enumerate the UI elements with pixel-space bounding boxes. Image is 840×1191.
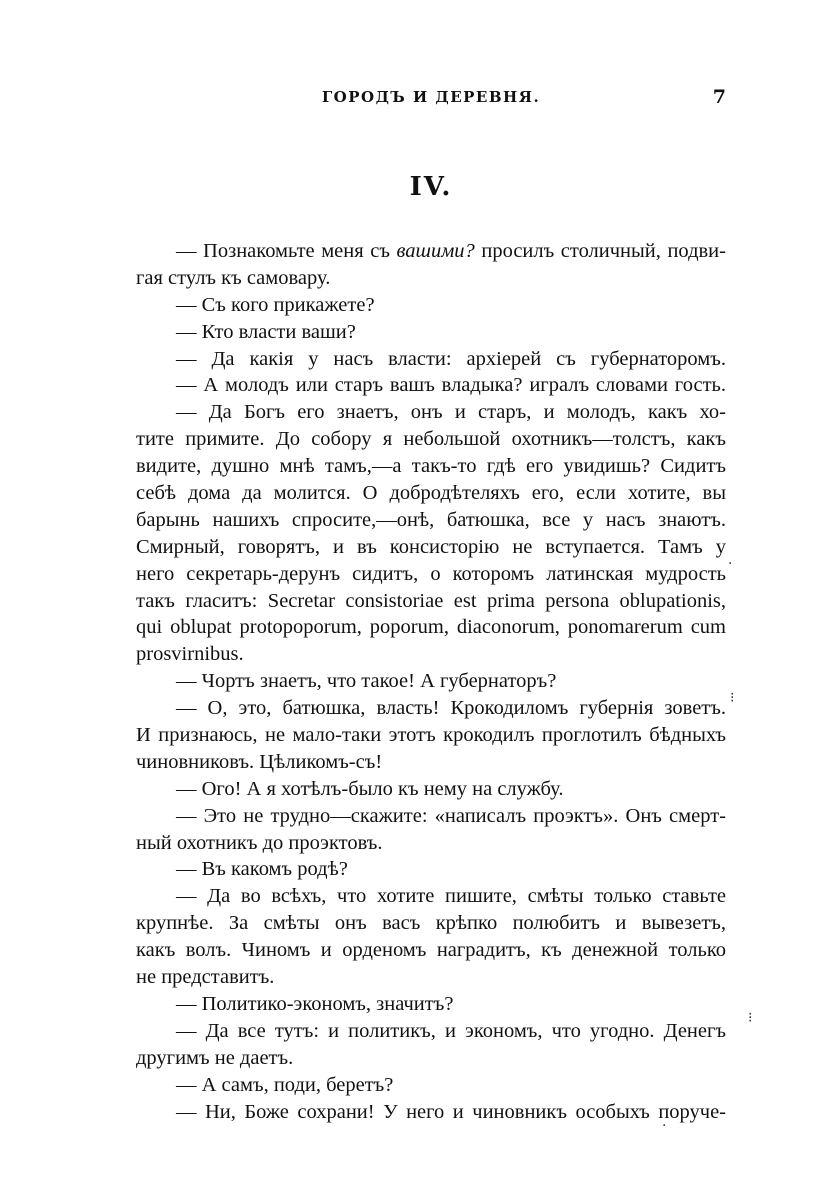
line-text: — Познакомьте меня съ [176,240,397,262]
line-text: себѣ дома да молится. О добродѣтеляхъ его, если хотите, вы [136,482,726,505]
line-text: не представитъ. [136,966,275,989]
text-line [136,1099,726,1126]
line-text: какъ волъ. Чиномъ и орденомъ наградитъ, къ денежной только [136,939,726,962]
line-text: — Ни, Боже сохрани! У него и чиновникъ особыхъ поруче- [176,1100,726,1123]
text-line [136,292,726,319]
text-line [136,641,726,668]
margin-mark: · [662,1118,667,1134]
text-line [136,561,726,588]
line-text: qui oblupat protopoporum, poporum, diaconorum, ponomarerum cum [136,616,726,639]
line-text-italic: вашими? [396,240,475,262]
line-text: — Да все тутъ: и политикъ, и экономъ, что угодно. Денегъ [176,1019,726,1042]
text-line [136,695,726,722]
text-line [136,399,726,426]
text-line [136,238,726,265]
page-number: 7 [712,86,726,108]
text-line [136,830,726,857]
text-line [136,588,726,615]
line-text: — А самъ, поди, беретъ? [176,1073,394,1096]
line-text: — Ого! А я хотѣлъ-было къ нему на службу. [176,777,564,800]
line-text: такъ гласитъ: Secretar consistoriae est prima persona oblupationis, [136,589,726,612]
line-text: просилъ столичный, подви- [474,240,726,262]
line-text: — Чортъ знаетъ, что такое! А губернаторъ? [176,670,557,693]
line-text: — Въ какомъ родѣ? [176,858,348,881]
line-text: — Да какія у насъ власти: архіерей съ губернаторомъ. [176,347,726,370]
line-text: Смирный, говорятъ, и въ консисторію не вступается. Тамъ у [136,535,726,558]
running-header [136,86,726,110]
line-text: ный охотникъ до проэктовъ. [136,831,383,854]
text-line [136,346,726,373]
text-line [136,668,726,695]
line-text: чиновниковъ. Цѣликомъ-съ! [136,750,383,773]
text-line [136,534,726,561]
margin-mark: ⁝ [730,690,735,706]
chapter-number: IV. [409,172,453,202]
running-title: ГОРОДЪ И ДЕРЕВНЯ. [321,88,541,106]
text-line [136,964,726,991]
text-line [136,776,726,803]
line-text: — А молодъ или старъ вашъ владыка? игралъ словами гость. [176,374,726,397]
line-text: И признаюсь, не мало-таки этотъ крокодилъ проглотилъ бѣдныхъ [136,724,726,747]
line-text: барынь нашихъ спросите,—онѣ, батюшка, все у насъ знаютъ. [136,508,726,531]
line-text: prosvirnibus. [136,643,244,666]
text-line [136,507,726,534]
text-line [136,426,726,453]
line-text: — Это не трудно—скажите: «написалъ проэктъ». Онъ смерт- [176,804,726,827]
text-line [136,722,726,749]
text-line [136,1045,726,1072]
text-line [136,991,726,1018]
line-text: — Кто власти ваши? [176,320,356,343]
text-line [136,372,726,399]
text-line [136,1072,726,1099]
line-text: — О, это, батюшка, власть! Крокодиломъ губернія зоветъ. [176,697,726,720]
text-line [136,319,726,346]
line-text: — Да во всѣхъ, что хотите пишите, смѣты только ставьте [176,885,726,908]
text-line [136,883,726,910]
text-line [136,453,726,480]
line-text: видите, душно мнѣ тамъ,—а такъ-то гдѣ его увидишь? Сидитъ [136,455,726,478]
text-line [136,265,726,292]
line-text: другимъ не даетъ. [136,1046,294,1069]
text-line [136,614,726,641]
text-line [136,856,726,883]
text-line [136,480,726,507]
line-text: гая стулъ къ самовару. [136,266,331,289]
line-text: — Да Богъ его знаетъ, онъ и старъ, и молодъ, какъ хо- [176,401,726,424]
line-text: — Съ кого прикажете? [176,293,375,316]
line-text: — Политико-экономъ, значитъ? [176,992,454,1015]
text-line [136,803,726,830]
line-text: крупнѣе. За смѣты онъ васъ крѣпко полюбитъ и вывезетъ, [136,912,726,935]
margin-mark: ⁝ [748,1010,753,1026]
text-line [136,937,726,964]
text-line [136,749,726,776]
body-text [136,238,726,1125]
margin-mark: · [728,556,733,572]
line-text: него секретарь-дерунъ сидитъ, о которомъ латинская мудрость [136,562,726,585]
text-line [136,910,726,937]
text-line [136,1018,726,1045]
line-text: тите примите. До собору я небольшой охотникъ—толстъ, какъ [136,428,726,451]
